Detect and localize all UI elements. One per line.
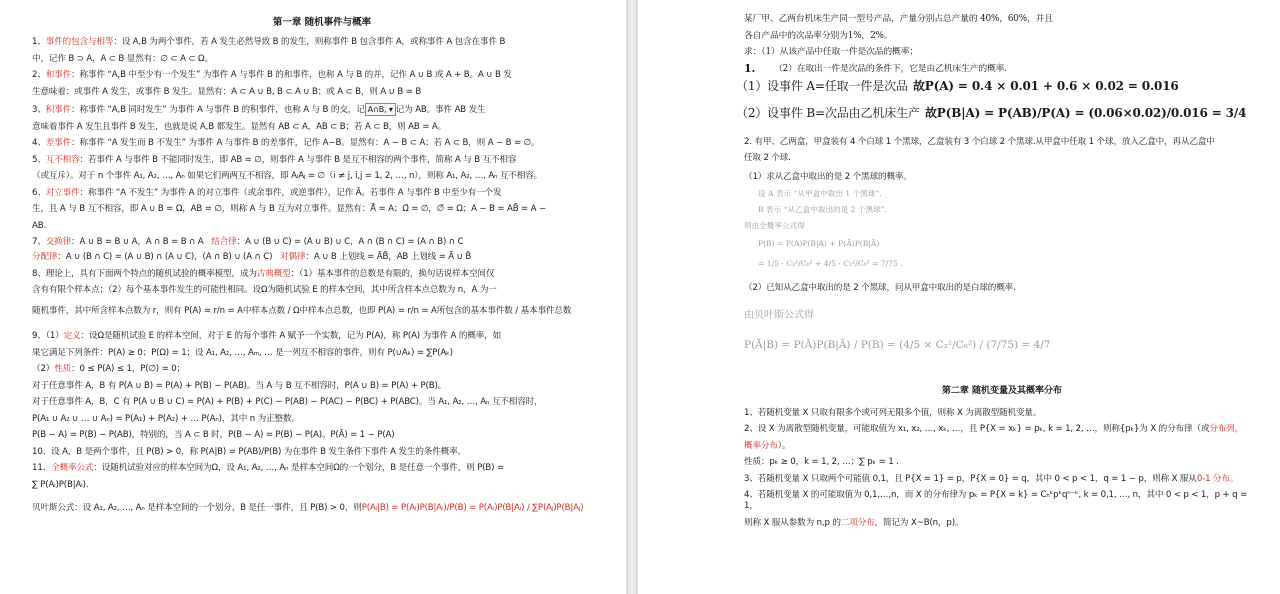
item-1-cont: 中，记作 B ⊃ A，A ⊂ B 显然有：∅ ⊂ A ⊂ Ω。 (32, 53, 213, 64)
item-2: 2、和事件：称事件 “A,B 中至少有一个发生” 为事件 A 与事件 B 的和事件，也称 A 与 B 的并，记作 A ∪ B 或 A + B。A ∪ B 发 (32, 70, 512, 80)
term-classical: 古典概型 (256, 268, 291, 279)
item-5: 5、互不相容：若事件 A 与事件 B 不能同时发生，即 AB = ∅，则事件 A 与事件 B 是互不相容的两个事件，简称 A 与 B 互不相容 (32, 154, 517, 165)
ch2-item-1: 1、若随机变量 X 只取有限多个或可列无限多个值，则称 X 为离散型随机变量。 (744, 407, 1042, 418)
formula-bayes: P(Aᵢ|B) = P(Aᵢ)P(B|Aᵢ)/P(B) = P(Aᵢ)P(B|Aᵢ) / ∑P(Aⱼ)P(B|Aⱼ) (361, 502, 584, 513)
solution-scan-5: = 1/5 · C₃²/C₆² + 4/5 · C₂²/C₆² = 7/75 . (758, 258, 903, 268)
item-3-cont: 意味着事件 A 发生且事件 B 发生，也就是说 A,B 都发生。显然有 AB ⊂ A，AB ⊂ B；若 A ⊂ B，则 AB = A。 (32, 121, 447, 132)
item-9-diff: P(B − A) = P(B) − P(AB)，特别的，当 A ⊂ B 时，P(B − A) = P(B) − P(A)。P(Ā) = 1 − P(A) (32, 430, 395, 440)
item-9: 9、（1）定义：设Ω是随机试验 E 的样本空间，对于 E 的每个事件 A 赋予一个实数，记为 P(A)，称 P(A) 为事件 A 的概率，如 (32, 331, 502, 341)
ch2-properties: 性质：pₖ ≥ 0，k = 1, 2, …；∑ pₖ = 1 . (744, 457, 899, 467)
example-1-stem-2: 各自产品中的次品率分别为1%，2%。 (744, 30, 893, 41)
ch2-item-2: 2、设 X 为离散型随机变量，可能取值为 x₁, x₂, …, xₖ, …，且 P{X = xₖ} = pₖ, k = 1, 2, …，则称{pₖ}为 X 的分布律（或分布列， (744, 424, 1244, 434)
item-8: 8、理论上，具有下面两个特点的随机试验的概率模型，成为古典概型：（1）基本事件的总数是有限的，换句话说样本空间仅 (32, 268, 495, 279)
item-5-cont: （或互斥）。对于 n 个事件 A₁, A₂, …, Aₙ 如果它们两两互不相容，即 AᵢAⱼ = ∅（i ≠ j, i,j = 1, 2, …, n），则称 A₁, A₂, …, Aₙ 互不相容。 (32, 171, 543, 181)
solution-scan-6: 由贝叶斯公式得 (744, 309, 814, 321)
item-11: 11、全概率公式：设随机试验对应的样本空间为Ω，设 A₁, A₂, …, Aₙ 是样本空间Ω的一个划分，B 是任意一个事件，则 P(B) = (32, 463, 505, 473)
term-binomial: 二项分布 (840, 517, 875, 528)
item-9-addn: P(A₁ ∪ A₂ ∪ … ∪ Aₙ) = P(A₁) + P(A₂) + … P(Aₙ)，其中 n 为正整数。 (32, 413, 300, 424)
example-2-stem: 2. 有甲、乙两盒，甲盒装有 4 个白球 1 个黑球，乙盒装有 3 个白球 2 个黑球.从甲盒中任取 1 个球，放入乙盒中，再从乙盒中 (744, 136, 1215, 147)
item-bayes: 贝叶斯公式：设 A₁, A₂, …, Aₙ 是样本空间的一个划分，B 是任一事件，且 P(B) > 0，则P(Aᵢ|B) = P(Aᵢ)P(B|Aᵢ)/P(B) = P(Aᵢ)P(B|Aᵢ) / ∑P(Aⱼ)P(B|Aⱼ) (32, 502, 584, 513)
chevron-down-icon[interactable]: ▾ (388, 105, 393, 114)
solution-2: （2）设事件 B=次品由乙机床生产 故P(B|A) = P(AB)/P(A) = (0.06×0.02)/0.016 = 3/4 (736, 105, 1247, 120)
solution-scan-7: P(Ā|B) = P(Ā)P(B|Ā) / P(B) = (4/5 × C₂²/C₆²) / (7/75) = 4/7 (744, 338, 1051, 351)
item-8-formula: 随机事件，其中所含样本点数为 r，则有 P(A) = r/n = A中样本点数 / Ω中样本点总数，也即 P(A) = r/n = A所包含的基本事件数 / 基本事件总数 (32, 306, 572, 316)
term-duality: 对偶律 (280, 252, 306, 262)
solution-1: （1）设事件 A=任取一件是次品 故P(A) = 0.4 × 0.01 + 0.6 × 0.02 = 0.016 (736, 78, 1179, 93)
item-1: 1、事件的包含与相等：设 A,B 为两个事件，若 A 发生必然导致 B 的发生，则称事件 B 包含事件 A，或称事件 A 包含在事件 B (32, 37, 506, 47)
term-difference: 差事件 (45, 138, 72, 148)
term-associative: 结合律 (211, 237, 237, 247)
example-1-q2: 1. （2）在取出一件是次品的条件下，它是由乙机床生产的概率. (744, 61, 1007, 75)
item-3: 3、积事件：称事件 “A,B 同时发生” 为事件 A 与事件 B 的积事件，也称 A 与 B 的交，记 A∩B, ▾ 记为 AB。事件 AB 发生 (32, 105, 486, 115)
term-bernoulli: 0-1 分布。 (1196, 473, 1239, 484)
term-definition: 定义 (63, 331, 81, 341)
item-8-cont: 含有有限个样本点；（2）每个基本事件发生的可能性相同。设Ω为随机试验 E 的样本空间，其中所含样本点总数为 n，A 为一 (32, 285, 497, 295)
solution-scan-3: 则由全概率公式得 (744, 220, 805, 230)
item-9-prop: （2）性质：0 ≤ P(A) ≤ 1，P(∅) = 0； (32, 364, 185, 374)
term-mutually-exclusive: 互不相容 (45, 154, 80, 165)
chapter-2-title: 第二章 随机变量及其概率分布 (941, 385, 1063, 396)
item-11-cont: ∑ P(Aᵢ)P(B|Aᵢ). (32, 479, 89, 490)
term-total-probability: 全概率公式 (51, 463, 94, 473)
example-2-stem-2: 任取 2 个球. (744, 153, 791, 163)
term-distributive: 分配律 (32, 252, 58, 262)
term-union: 和事件 (45, 70, 72, 80)
ch2-item-3: 3、若随机变量 X 只取两个可能值 0,1，且 P{X = 1} = p，P{X = 0} = q，其中 0 < p < 1，q = 1 − p，则称 X 服从0-1 分布。 (744, 473, 1239, 484)
ch2-item-4-cont: 则称 X 服从参数为 n,p 的二项分布，简记为 X~B(n，p)。 (744, 517, 964, 528)
example-number: 1. (744, 61, 756, 75)
item-4: 4、差事件：称事件 “A 发生而 B 不发生” 为事件 A 与事件 B 的差事件，记作 A−B。显然有：A − B ⊂ A；若 A ⊂ B，则 A − B = ∅。 (32, 138, 540, 148)
item-9-cond: 果它满足下列条件：P(A) ≥ 0；P(Ω) = 1；设 A₁, A₂, …, Aₘ, … 是一列互不相容的事件，则有 P(∪Aₖ) = ∑P(Aₖ) (32, 347, 453, 358)
item-6: 6、对立事件：称事件 “A 不发生” 为事件 A 的对立事件（或余事件，或逆事件），记作 Ā。若事件 A 与事件 B 中至少有一个发 (32, 187, 502, 198)
item-6-cont: 生，且 A 与 B 互不相容，即 A ∪ B = Ω，AB = ∅，则称 A 与 B 互为对立事件。显然有：Ā̄ = A；Ω̄ = ∅，∅̄ = Ω；A − B = AB̄ = A − (32, 204, 547, 214)
term-probability-distribution: 概率分布 (744, 440, 778, 451)
solution-scan-1: 设 A 表示 “从甲盒中取出 1 个黑球”. (758, 188, 882, 198)
item-9-add3: 对于任意事件 A，B，C 有 P(A ∪ B ∪ C) = P(A) + P(B) + P(C) − P(AB) − P(AC) − P(BC) + P(ABC)。当 A₁, A₂, …, Aₙ 互不相容时， (32, 397, 543, 407)
item-7: 7、交换律：A ∪ B = B ∪ A，A ∩ B = B ∩ A 结合律：A ∪ (B ∪ C) = (A ∪ B) ∪ C，A ∩ (B ∩ C) = (A ∩ B) ∩ C (32, 237, 464, 247)
ch2-item-2-cont: 概率分布）。 (744, 440, 791, 451)
example-1-q1: 求：（1）从该产品中任取一件是次品的概率； (744, 47, 918, 57)
item-7-cont: 分配律：A ∪ (B ∩ C) = (A ∪ B) ∩ (A ∪ C)，(A ∩ B) ∪ (A ∩ C) 对偶律：A ∪ B 上划线 = ĀB̄，AB 上划线 = Ā ∪ B̄ (32, 252, 472, 262)
example-2-q1: （1）求从乙盒中取出的是 2 个黑球的概率。 (744, 172, 912, 182)
term-distribution-list: 分布列， (1209, 424, 1244, 434)
example-1-stem: 某厂甲、乙两台机床生产同一型号产品，产量分别占总产量的 40%，60%，并且 (744, 14, 1053, 24)
term-inclusion: 事件的包含与相等 (45, 37, 114, 47)
term-commutative: 交换律 (45, 237, 72, 247)
page-right (638, 0, 1280, 594)
equation-dropdown[interactable]: A∩B, ▾ (365, 103, 396, 116)
item-2-cont: 生意味着：或事件 A 发生，或事件 B 发生。显然有：A ⊂ A ∪ B, B ⊂ A ∪ B；或 A ⊂ B，则 A ∪ B = B (32, 86, 422, 97)
ch2-item-4: 4、若随机变量 X 的可能取值为 0,1,…,n，而 X 的分布律为 pₖ = P{X = k} = Cₙᵏpᵏqⁿ⁻ᵏ, k = 0,1, …, n，其中 0 < p < 1，p + q = 1， (744, 490, 1248, 511)
term-complement: 对立事件 (45, 187, 80, 198)
solution-scan-2: B 表示 “从乙盒中取出的是 2 个黑球”. (758, 204, 887, 214)
page-gutter (626, 0, 638, 594)
solution-scan-4: P(B) = P(A)P(B|A) + P(Ā)P(B|Ā) (758, 238, 880, 248)
term-intersection: 积事件 (45, 105, 72, 115)
page-left (0, 0, 626, 594)
item-10: 10、设 A，B 是两个事件，且 P(B) > 0，称 P(A|B) = P(AB)/P(B) 为在事件 B 发生条件下事件 A 发生的条件概率。 (32, 446, 467, 457)
chapter-1-title: 第一章 随机事件与概率 (272, 17, 372, 28)
term-properties: 性质 (54, 364, 72, 374)
item-9-add2: 对于任意事件 A，B 有 P(A ∪ B) = P(A) + P(B) − P(AB)。当 A 与 B 互不相容时，P(A ∪ B) = P(A) + P(B)。 (32, 380, 447, 391)
example-2-q2: （2）已知从乙盒中取出的是 2 个黑球，问从甲盒中取出的是白球的概率. (744, 282, 1016, 293)
item-6-cont2: AB. (32, 220, 47, 231)
